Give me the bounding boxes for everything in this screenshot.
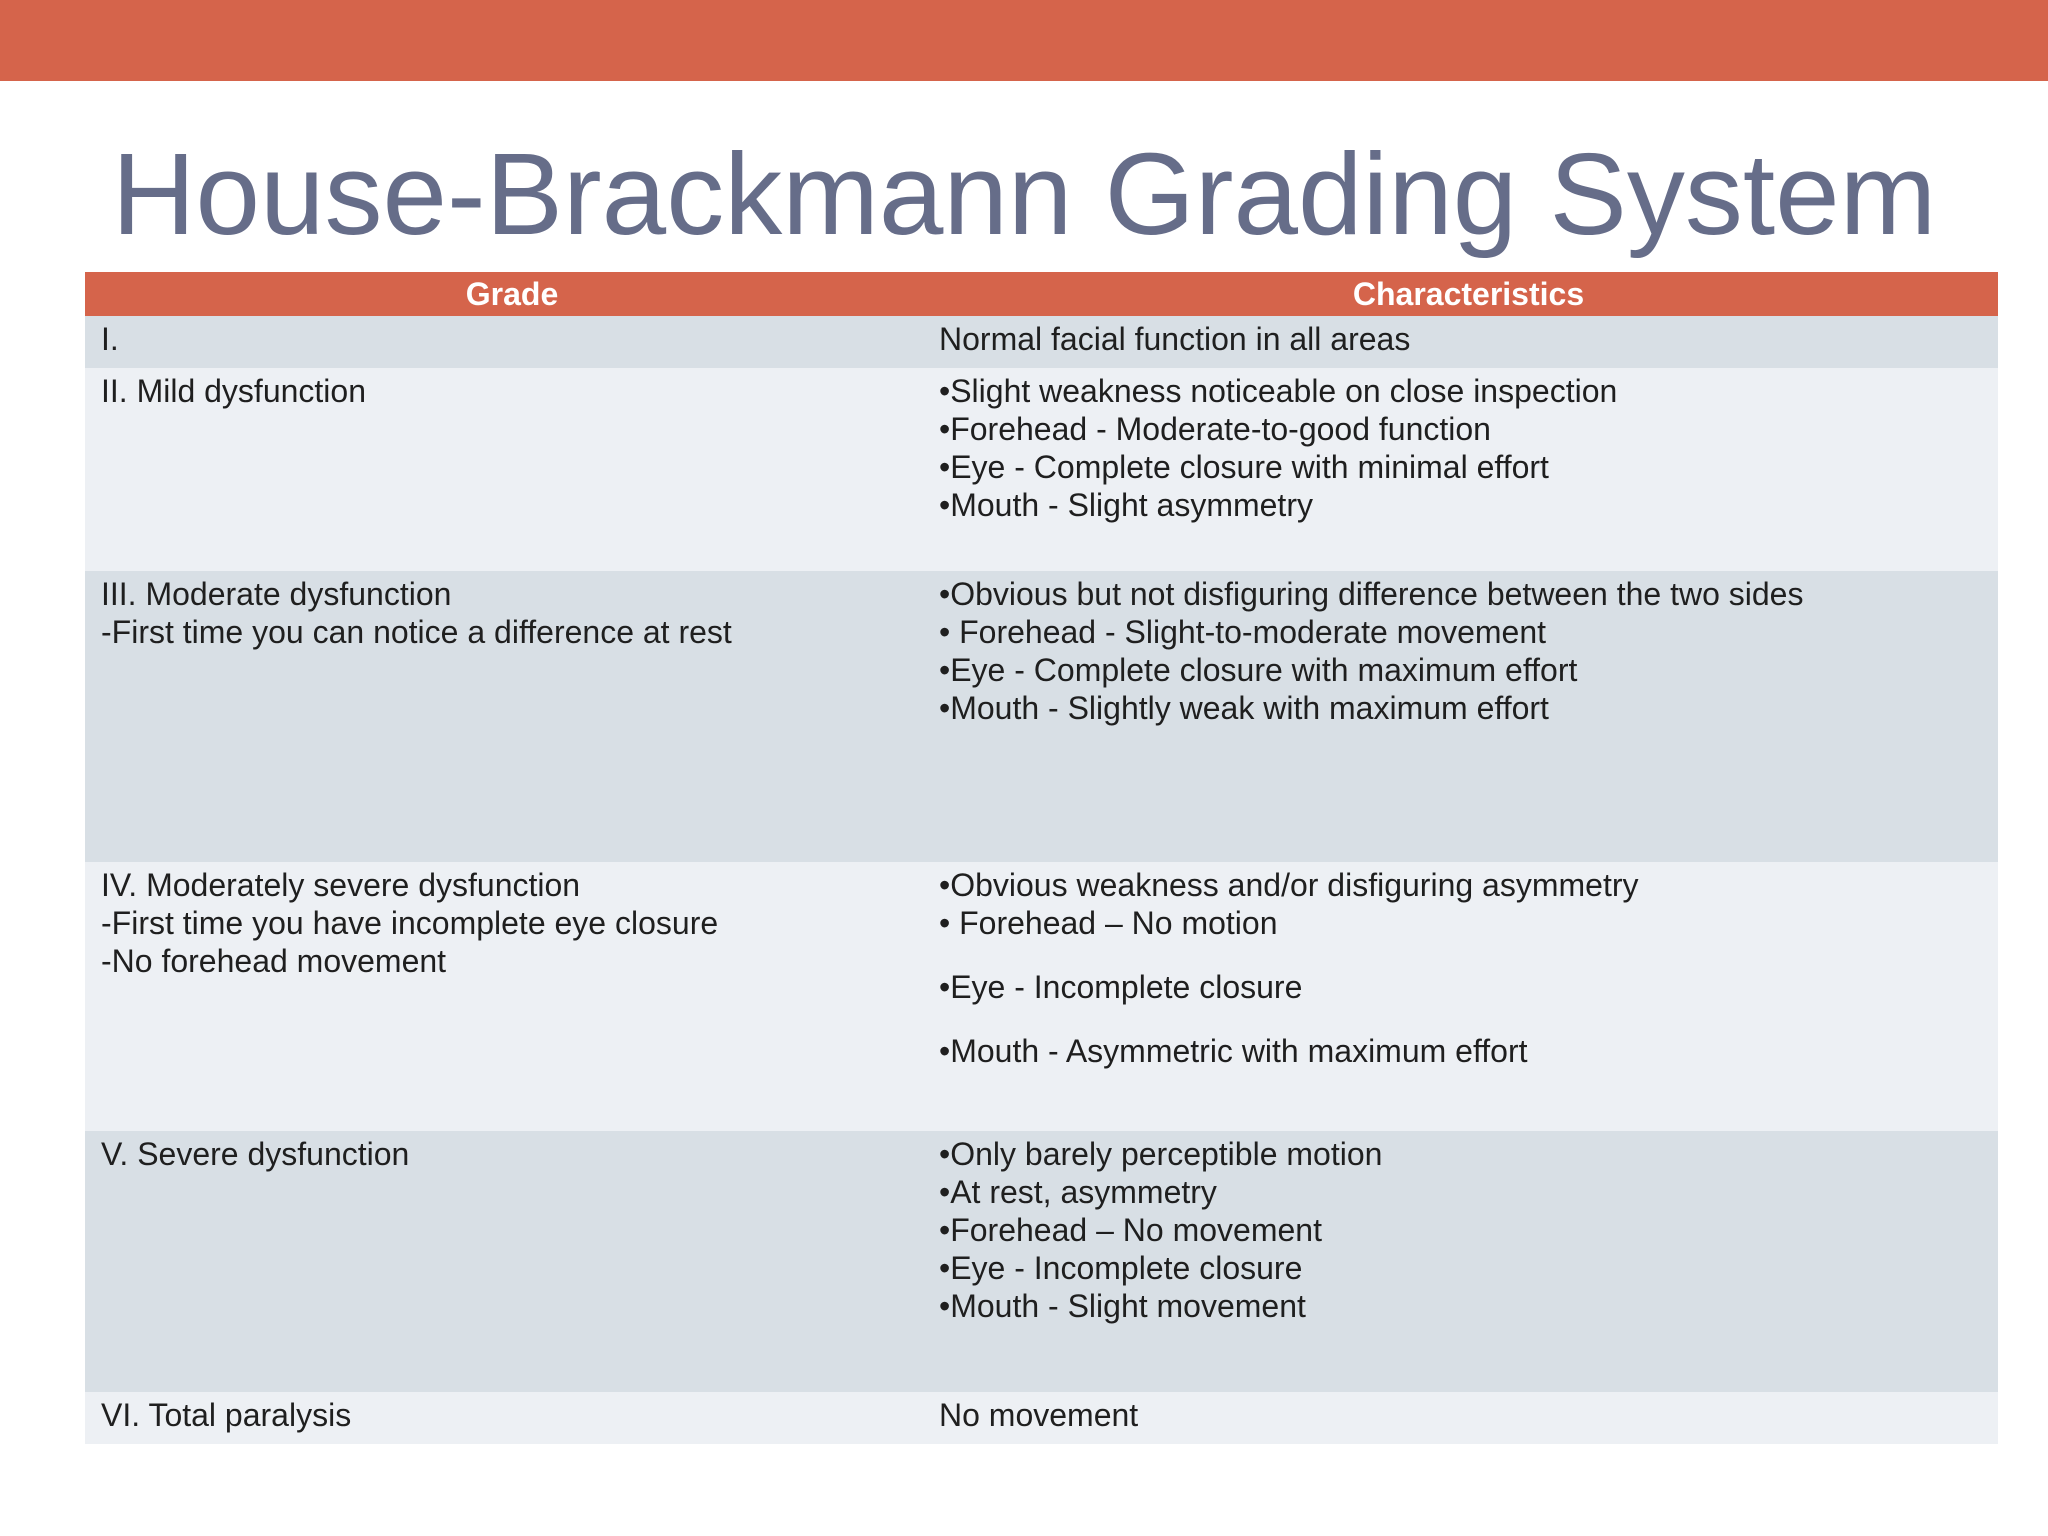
grade-cell [85, 368, 939, 571]
table-header-row [85, 272, 1998, 316]
table-row-grade-3 [85, 571, 1998, 862]
characteristic-item: •Obvious but not disfiguring difference between the two sides [939, 576, 1804, 612]
characteristic-item: •Mouth - Asymmetric with maximum effort [939, 1033, 1528, 1069]
header-characteristics: Characteristics [939, 272, 1998, 316]
characteristic-item: •Mouth - Slightly weak with maximum effort [939, 690, 1549, 726]
table-row-grade-1 [85, 316, 1998, 368]
grade-note: -No forehead movement [101, 943, 447, 979]
grade-label: IV. Moderately severe dysfunction [101, 867, 581, 903]
characteristic-item: •Eye - Incomplete closure [939, 969, 1303, 1005]
characteristics-cell [939, 862, 1998, 1131]
grade-cell [85, 862, 939, 1131]
slide-title: House-Brackmann Grading System [111, 129, 1937, 259]
header-grade: Grade [85, 272, 939, 316]
characteristics-cell [939, 571, 1998, 862]
characteristic-item: • Forehead - Slight-to-moderate movement [939, 614, 1547, 650]
grade-label: V. Severe dysfunction [101, 1136, 410, 1172]
characteristic-item: •Mouth - Slight movement [939, 1288, 1306, 1324]
characteristic-item: No movement [939, 1397, 1139, 1433]
characteristic-item: •Eye - Incomplete closure [939, 1250, 1303, 1286]
grade-label: III. Moderate dysfunction [101, 576, 452, 612]
grade-label: I. [101, 321, 119, 357]
grade-cell [85, 1392, 939, 1444]
characteristic-item: •Mouth - Slight asymmetry [939, 487, 1313, 523]
characteristic-item: •Forehead - Moderate-to-good function [939, 411, 1491, 447]
grade-cell [85, 316, 939, 368]
grade-note: -First time you have incomplete eye closure [101, 905, 719, 941]
characteristics-cell [939, 368, 1998, 571]
characteristic-item: •Obvious weakness and/or disfiguring asymmetry [939, 867, 1639, 903]
characteristic-item: •Only barely perceptible motion [939, 1136, 1383, 1172]
top-accent-bar [0, 0, 2048, 81]
table-row-grade-2 [85, 368, 1998, 571]
table-row-grade-6 [85, 1392, 1998, 1444]
characteristics-cell [939, 1131, 1998, 1392]
table-row-grade-4 [85, 862, 1998, 1131]
characteristic-item: •Slight weakness noticeable on close inspection [939, 373, 1618, 409]
grade-label: II. Mild dysfunction [101, 373, 366, 409]
grade-label: VI. Total paralysis [101, 1397, 352, 1433]
characteristic-item: •Eye - Complete closure with minimal effort [939, 449, 1549, 485]
characteristic-item: • Forehead – No motion [939, 905, 1278, 941]
characteristics-cell [939, 1392, 1998, 1444]
grading-table [85, 272, 1998, 1444]
characteristic-item: Normal facial function in all areas [939, 321, 1411, 357]
grade-cell [85, 1131, 939, 1392]
characteristic-item: •Eye - Complete closure with maximum effort [939, 652, 1578, 688]
grade-note: -First time you can notice a difference at rest [101, 614, 732, 650]
characteristics-cell [939, 316, 1998, 368]
table-row-grade-5 [85, 1131, 1998, 1392]
characteristic-item: •At rest, asymmetry [939, 1174, 1217, 1210]
grade-cell [85, 571, 939, 862]
characteristic-item: •Forehead – No movement [939, 1212, 1322, 1248]
